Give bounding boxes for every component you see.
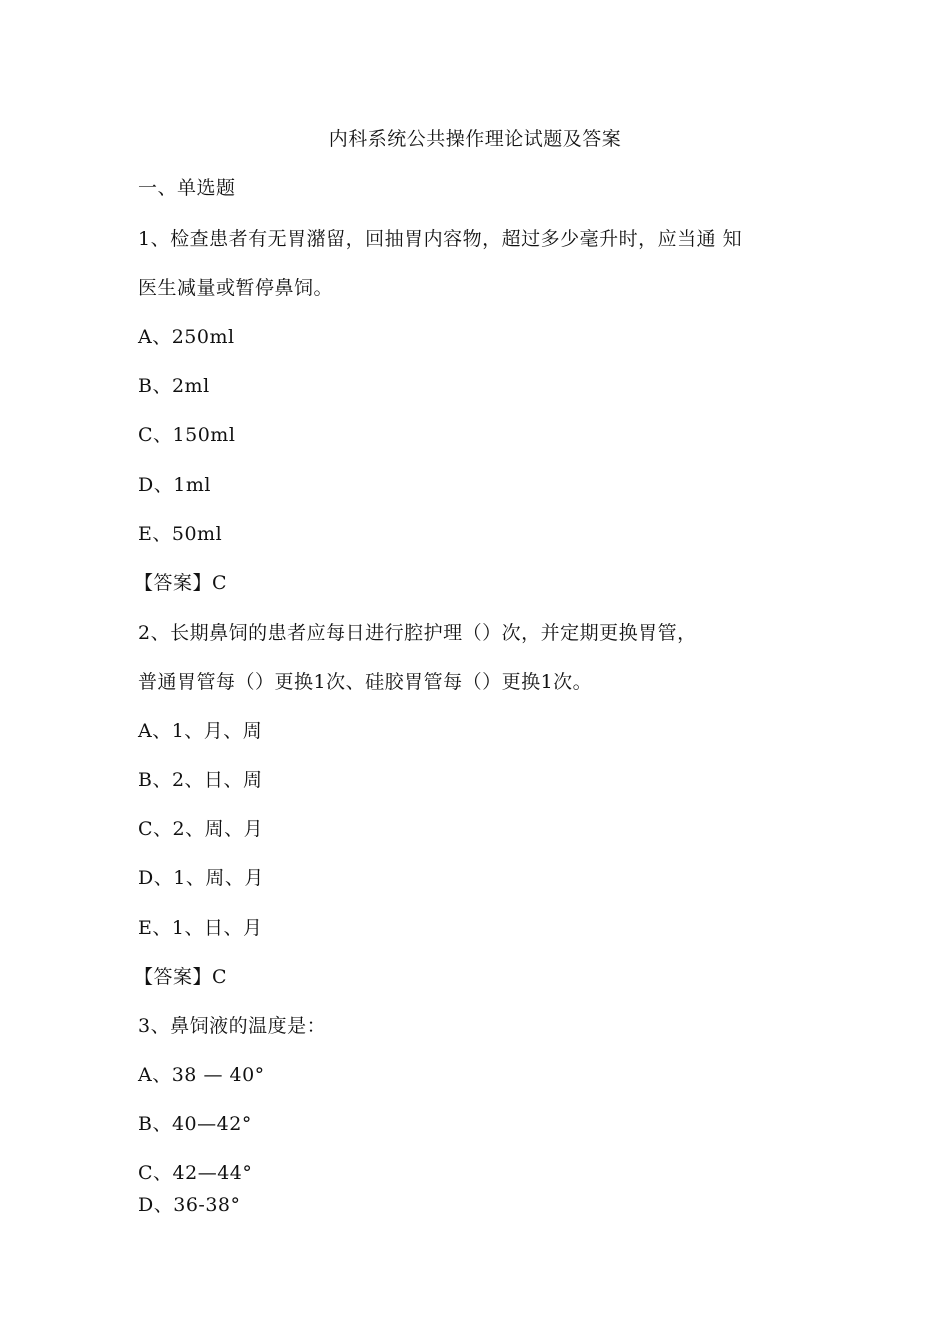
question-3-option-c: C、42—44° — [138, 1162, 253, 1184]
question-1-option-e: E、50ml — [138, 523, 223, 545]
question-1-option-c: C、150ml — [138, 424, 236, 446]
question-1-text-line-2: 医生减量或暂停鼻饲。 — [138, 277, 334, 299]
question-1-option-b: B、2ml — [138, 375, 210, 397]
question-2-text-line-2: 普通胃管每（）更换1次、硅胶胃管每（）更换1次。 — [138, 671, 593, 693]
section-heading: 一、单选题 — [138, 177, 236, 199]
question-3-option-b: B、40—42° — [138, 1113, 252, 1135]
question-1-text-line-1: 1、检查患者有无胃潴留，回抽胃内容物，超过多少毫升时，应当通 知 — [138, 228, 743, 250]
question-3-option-d: D、36-38° — [138, 1194, 241, 1216]
question-3-option-a: A、38 — 40° — [138, 1064, 265, 1086]
question-3-text-line-1: 3、鼻饲液的温度是： — [138, 1015, 327, 1037]
question-2-option-b: B、2、日、周 — [138, 769, 263, 791]
question-2-option-c: C、2、周、月 — [138, 818, 264, 840]
question-2-text-line-1: 2、长期鼻饲的患者应每日进行腔护理（）次，并定期更换胃管， — [138, 622, 697, 644]
question-2-answer: 【答案】C — [134, 966, 228, 988]
document-title: 内科系统公共操作理论试题及答案 — [328, 128, 622, 150]
question-1-option-a: A、250ml — [138, 326, 235, 348]
question-2-option-a: A、1、月、周 — [138, 720, 263, 742]
question-1-answer: 【答案】C — [134, 572, 228, 594]
question-2-option-e: E、1、日、月 — [138, 917, 263, 939]
question-1-option-d: D、1ml — [138, 474, 211, 496]
question-2-option-d: D、1、周、月 — [138, 867, 264, 889]
